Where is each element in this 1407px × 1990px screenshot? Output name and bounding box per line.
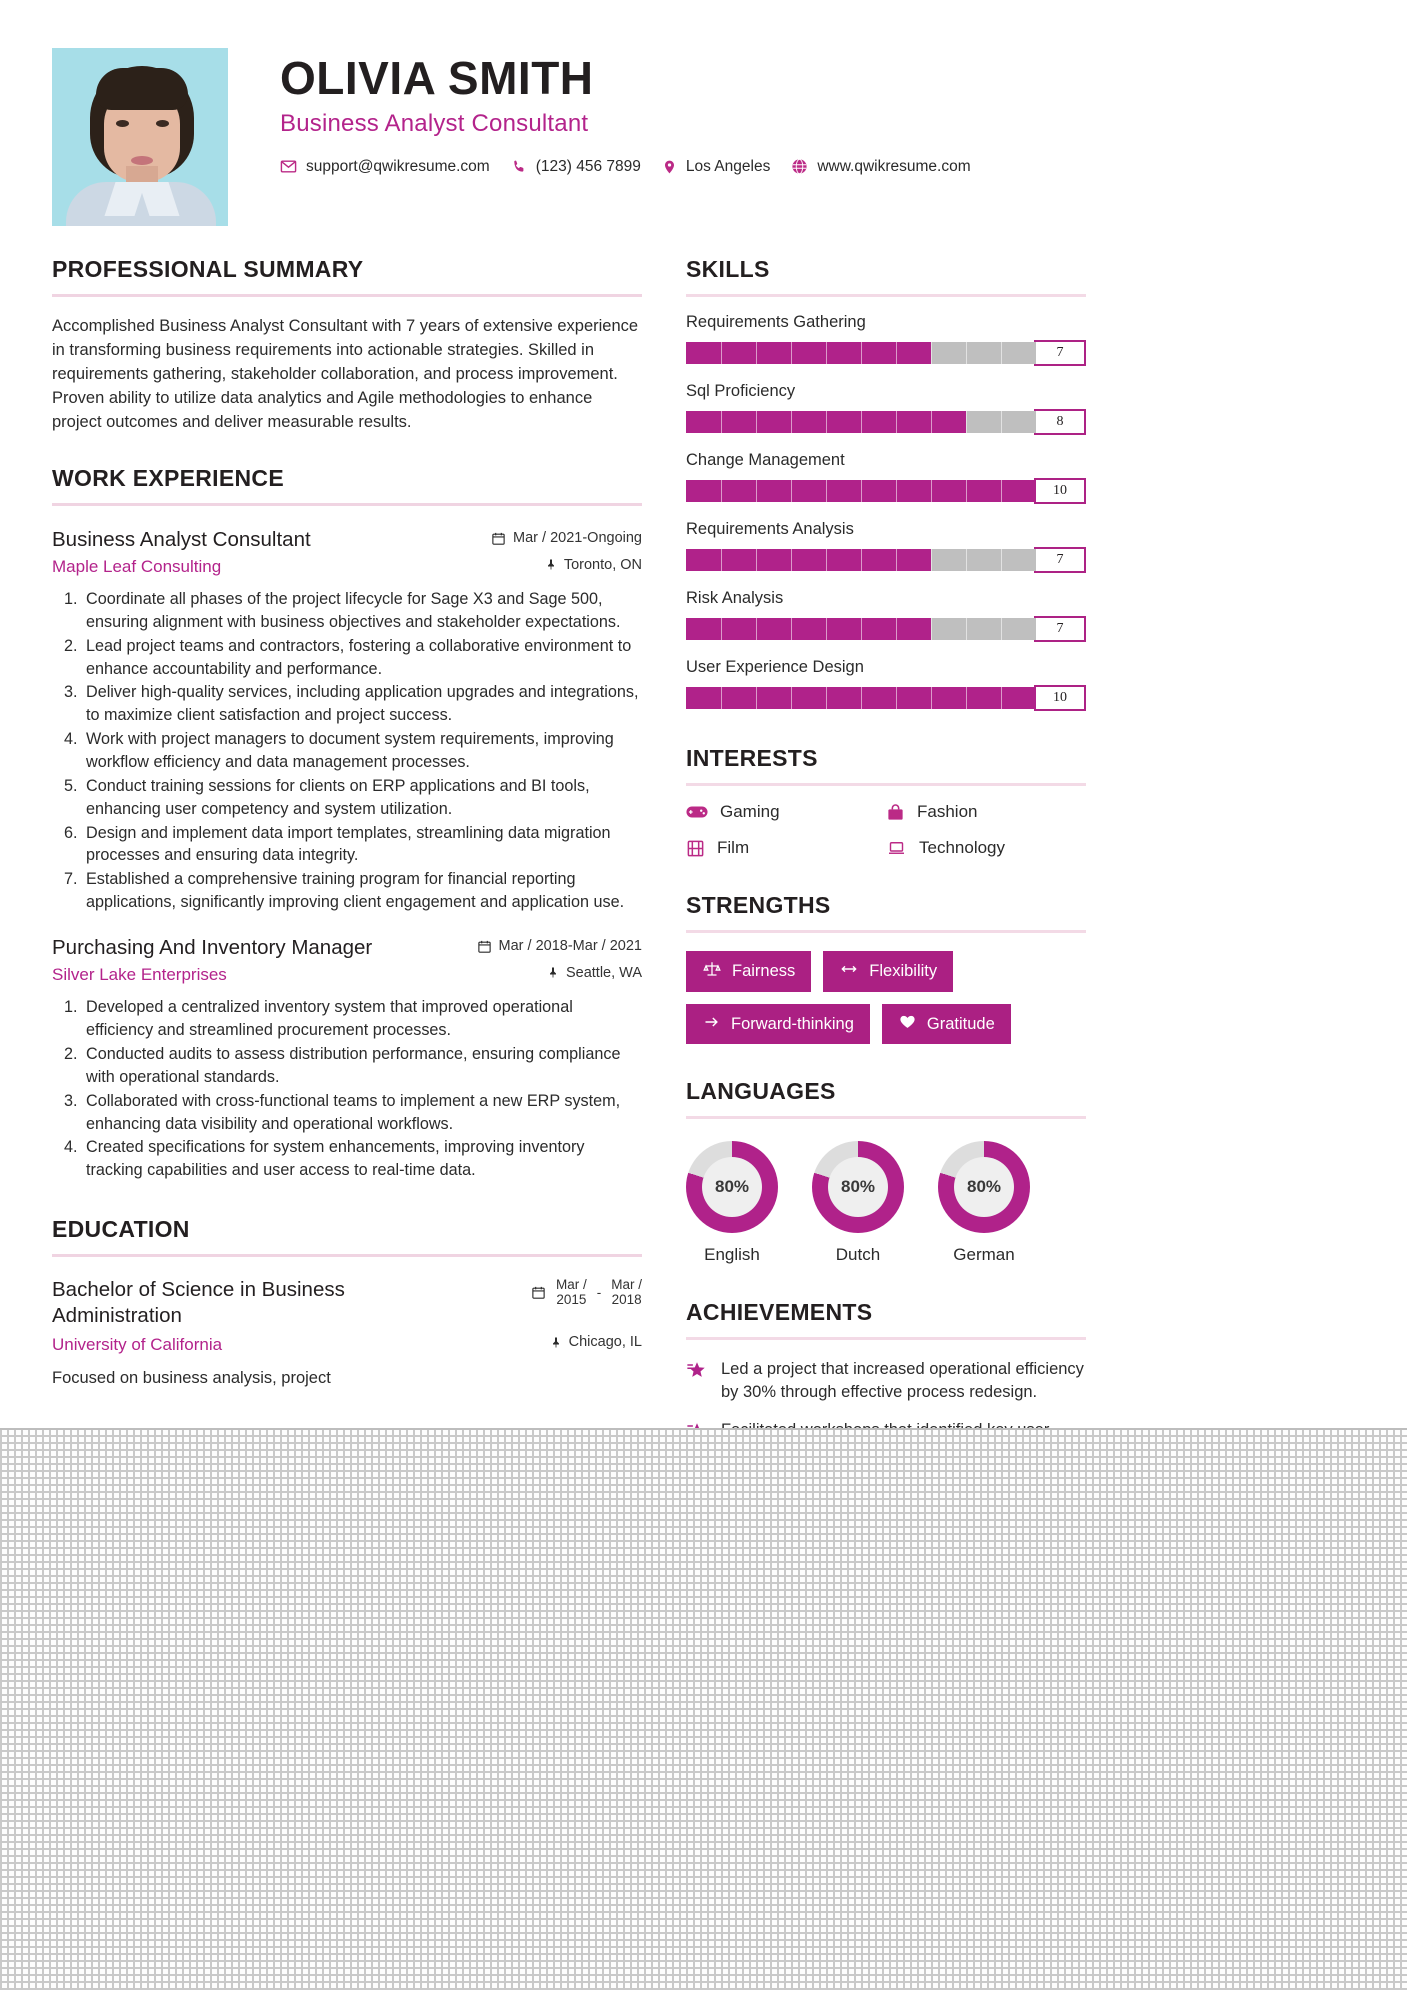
skill-label: Requirements Analysis <box>686 520 854 538</box>
section-professional-summary <box>52 256 642 435</box>
scales-icon <box>702 960 722 983</box>
interest-item-technology <box>886 838 1086 858</box>
contact-website-text: www.qwikresume.com <box>817 157 971 175</box>
contact-phone[interactable] <box>511 158 641 176</box>
section-heading-strengths: STRENGTHS <box>686 892 831 918</box>
resume-body <box>0 226 1407 1480</box>
skill-row <box>686 382 1086 435</box>
skill-bar <box>686 687 1036 709</box>
skill-value-badge: 7 <box>1034 616 1086 642</box>
section-skills <box>686 256 1086 711</box>
duty-item: 5. Conduct training sessions for clients on ERP applications and BI tools, enhancing user competency and system utilization. <box>82 775 642 821</box>
work-entry <box>52 528 642 914</box>
divider <box>686 294 1086 297</box>
duty-item: 3. Collaborated with cross-functional teams to implement a new ERP system, enhancing data visibility and operational workflows. <box>82 1090 642 1136</box>
handbag-icon <box>886 803 905 822</box>
skill-value-badge: 10 <box>1034 685 1086 711</box>
skill-label: Sql Proficiency <box>686 382 796 400</box>
globe-icon <box>791 158 808 175</box>
heart-icon <box>898 1013 917 1035</box>
divider <box>52 294 642 297</box>
left-column <box>52 256 642 1480</box>
duty-item: 2. Conducted audits to assess distribution performance, ensuring compliance with operational standards. <box>82 1043 642 1089</box>
interest-label: Fashion <box>917 802 978 821</box>
divider <box>686 783 1086 786</box>
job-dates-text: Mar / 2021-Ongoing <box>513 530 642 547</box>
skill-bar <box>686 549 1036 571</box>
pin-icon <box>550 1335 562 1350</box>
education-entry <box>52 1277 642 1391</box>
film-icon <box>686 839 705 858</box>
section-heading-skills: SKILLS <box>686 256 770 282</box>
contact-email[interactable] <box>280 158 490 176</box>
date-separator: - <box>596 1284 602 1300</box>
skill-value-badge: 8 <box>1034 409 1086 435</box>
skill-value-badge: 7 <box>1034 340 1086 366</box>
skill-bar <box>686 411 1036 433</box>
duty-item: 1. Developed a centralized inventory system that improved operational efficiency and streamlined procurement processes. <box>82 996 642 1042</box>
phone-icon <box>511 159 527 175</box>
duty-item: 6. Design and implement data import templates, streamlining data migration processes and ensuring data integrity. <box>82 822 642 868</box>
job-title: Business Analyst Consultant <box>52 527 311 551</box>
skill-label: Requirements Gathering <box>686 313 866 331</box>
education-location-text: Chicago, IL <box>568 1334 642 1351</box>
language-label: German <box>953 1245 1015 1264</box>
job-location <box>547 965 642 981</box>
language-gauge-german <box>938 1141 1030 1265</box>
strength-tag-gratitude <box>882 1004 1011 1044</box>
page-cutoff-line <box>0 1428 1407 1430</box>
divider <box>686 1116 1086 1119</box>
skill-row <box>686 313 1086 366</box>
language-gauge-english <box>686 1141 778 1265</box>
skill-row <box>686 589 1086 642</box>
divider <box>52 1254 642 1257</box>
education-end-date <box>611 1277 642 1307</box>
interest-label: Technology <box>919 838 1006 857</box>
page-title: OLIVIA SMITH <box>280 52 594 104</box>
divider <box>686 1337 1086 1340</box>
duty-item: 2. Lead project teams and contractors, fostering a collaborative environment to enhance accountability and performance. <box>82 635 642 681</box>
contact-location <box>662 158 770 176</box>
star-award-icon <box>686 1360 708 1405</box>
education-start-date <box>556 1277 587 1307</box>
pin-icon <box>547 965 559 980</box>
language-label: Dutch <box>835 1245 881 1264</box>
strength-tag-fairness <box>686 951 811 992</box>
interest-label: Film <box>717 838 750 857</box>
education-school: University of California <box>52 1334 223 1354</box>
section-heading-languages: LANGUAGES <box>686 1078 836 1104</box>
job-company: Maple Leaf Consulting <box>52 557 222 577</box>
section-strengths <box>686 892 1086 1044</box>
duty-item: 4. Created specifications for system enhancements, improving inventory tracking capabilities and user access to real-time data. <box>82 1136 642 1182</box>
duty-item: 7. Established a comprehensive training program for financial reporting applications, significantly improving client engagement and application use. <box>82 868 642 914</box>
skill-value-badge: 7 <box>1034 547 1086 573</box>
duty-item: 3. Deliver high-quality services, including application upgrades and integrations, to maximize client satisfaction and project success. <box>82 681 642 727</box>
job-duties <box>82 996 642 1182</box>
location-pin-icon <box>662 158 677 176</box>
page-cutoff-area <box>0 1430 1407 1990</box>
contact-phone-text: (123) 456 7899 <box>535 157 641 175</box>
interest-item-film <box>686 838 886 858</box>
strength-label: Gratitude <box>926 1014 995 1033</box>
education-degree: Bachelor of Science in Business Administration <box>52 1278 345 1327</box>
interest-item-gaming <box>686 802 886 822</box>
skill-label: Change Management <box>686 451 845 469</box>
language-percent: 80% <box>828 1157 888 1217</box>
strength-label: Forward-thinking <box>731 1014 854 1033</box>
contact-email-text: support@qwikresume.com <box>306 157 490 175</box>
skill-bar <box>686 618 1036 640</box>
education-end-month: Mar / <box>611 1277 642 1293</box>
job-dates-text: Mar / 2018-Mar / 2021 <box>498 938 642 955</box>
calendar-icon <box>477 939 492 954</box>
job-dates <box>477 938 642 954</box>
divider <box>52 503 642 506</box>
job-dates <box>491 530 642 546</box>
section-heading-achievements: ACHIEVEMENTS <box>686 1299 873 1325</box>
divider <box>686 930 1086 933</box>
job-role-subtitle: Business Analyst Consultant <box>280 109 589 137</box>
strength-label: Fairness <box>732 962 796 980</box>
language-gauge-dutch <box>812 1141 904 1265</box>
skill-label: User Experience Design <box>686 658 864 676</box>
job-title: Purchasing And Inventory Manager <box>52 935 373 959</box>
section-education <box>52 1216 642 1391</box>
job-location-text: Toronto, ON <box>563 556 642 573</box>
resume-header <box>0 0 1407 226</box>
contact-location-text: Los Angeles <box>685 157 771 175</box>
contact-bar <box>280 158 971 176</box>
avatar <box>52 48 228 226</box>
education-start-year: 2015 <box>556 1292 587 1308</box>
arrows-horizontal-icon <box>839 961 859 982</box>
interest-item-fashion <box>886 802 1086 822</box>
summary-text: Accomplished Business Analyst Consultant with 7 years of extensive experience in transforming business requirements into actionable strategies. Skilled in requirements gathering, stakeholder collaboration, and process improvement. Proven ability to utilize data analytics and Agile methodologies to enhance project outcomes and deliver measurable results. <box>52 317 639 431</box>
skill-row <box>686 520 1086 573</box>
skill-bar <box>686 342 1036 364</box>
laptop-icon <box>886 839 907 857</box>
skill-value-badge: 10 <box>1034 478 1086 504</box>
strength-label: Flexibility <box>869 962 938 980</box>
arrow-right-icon <box>702 1014 721 1035</box>
section-heading-summary: PROFESSIONAL SUMMARY <box>52 256 364 282</box>
right-column <box>686 256 1086 1480</box>
education-dates <box>531 1277 642 1307</box>
job-company: Silver Lake Enterprises <box>52 965 227 985</box>
job-location <box>545 557 642 573</box>
language-percent: 80% <box>954 1157 1014 1217</box>
section-heading-interests: INTERESTS <box>686 745 818 771</box>
skill-row <box>686 451 1086 504</box>
interest-label: Gaming <box>720 802 780 821</box>
education-end-year: 2018 <box>611 1292 642 1308</box>
education-description: Focused on business analysis, project <box>52 1368 331 1387</box>
duty-item: 4. Work with project managers to document system requirements, improving workflow efficiency and data management processes. <box>82 728 642 774</box>
section-languages <box>686 1078 1086 1265</box>
gamepad-icon <box>686 804 708 820</box>
skill-bar <box>686 480 1036 502</box>
education-start-month: Mar / <box>555 1277 587 1293</box>
achievement-text: Led a project that increased operational efficiency by 30% through effective process redesign. <box>721 1360 1084 1402</box>
achievement-item <box>686 1358 1086 1405</box>
section-heading-work: WORK EXPERIENCE <box>52 464 284 491</box>
contact-website[interactable] <box>791 158 970 176</box>
email-icon <box>280 158 297 175</box>
education-location <box>550 1334 642 1350</box>
strength-tag-forward-thinking <box>686 1004 870 1044</box>
calendar-icon <box>491 531 506 546</box>
section-heading-education: EDUCATION <box>52 1216 190 1243</box>
section-interests <box>686 745 1086 858</box>
language-percent: 80% <box>702 1157 762 1217</box>
strength-tag-flexibility <box>823 951 953 992</box>
skill-label: Risk Analysis <box>686 589 784 607</box>
job-location-text: Seattle, WA <box>565 964 642 981</box>
pin-icon <box>545 557 557 572</box>
skill-row <box>686 658 1086 711</box>
language-label: English <box>704 1245 760 1264</box>
job-duties <box>82 588 642 914</box>
calendar-icon <box>531 1285 546 1300</box>
work-entry <box>52 936 642 1182</box>
duty-item: 1. Coordinate all phases of the project lifecycle for Sage X3 and Sage 500, ensuring alignment with business objectives and stakeholder expectations. <box>82 588 642 634</box>
section-work-experience <box>52 465 642 1183</box>
